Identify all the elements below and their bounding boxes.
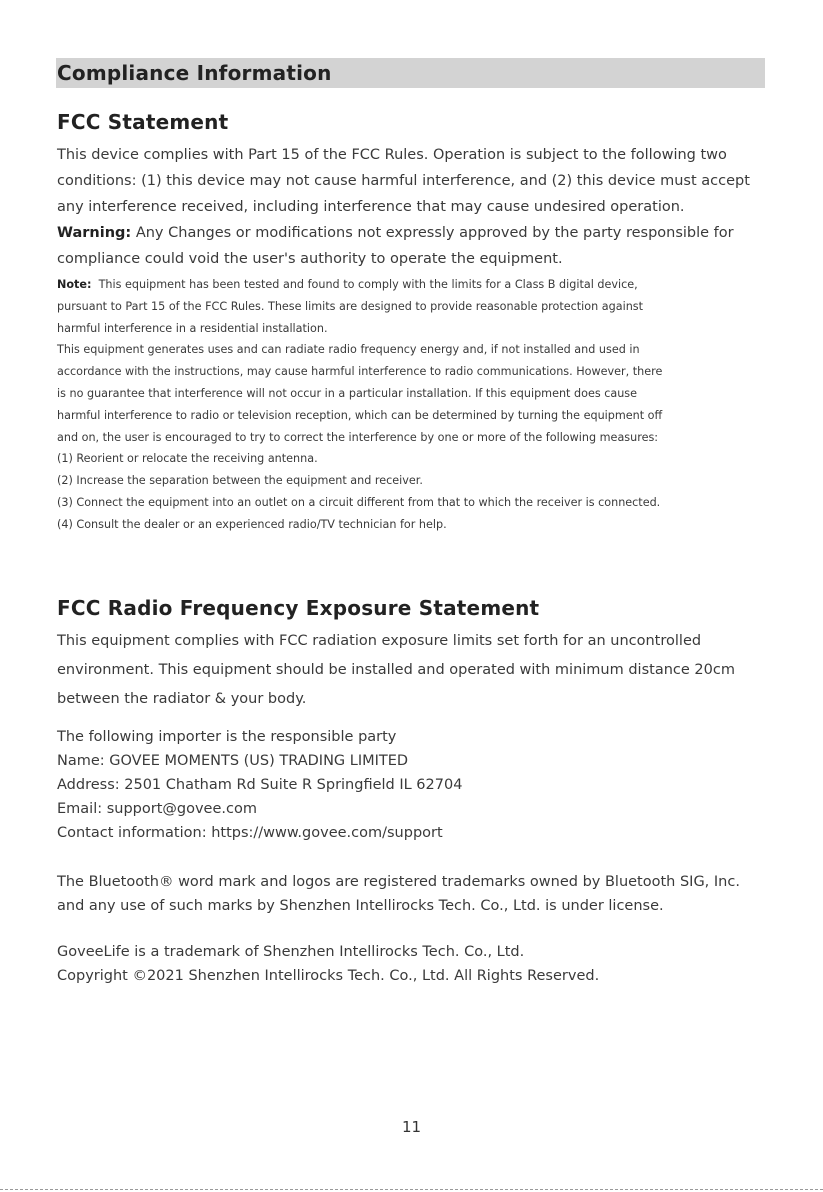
bluetooth-line: and any use of such marks by Shenzhen Intellirocks Tech. Co., Ltd. is under license. (57, 898, 664, 914)
measure-item: (1) Reorient or relocate the receiving antenna. (57, 452, 318, 466)
warning-paragraph (57, 220, 734, 272)
section-banner (56, 58, 765, 88)
importer-intro: The following importer is the responsible party (57, 729, 397, 745)
copyright-line: Copyright ©2021 Shenzhen Intellirocks Tech. Co., Ltd. All Rights Reserved. (57, 968, 600, 984)
importer-email: Email: support@govee.com (57, 801, 257, 817)
fcc-line: any interference received, including interference that may cause undesired operation. (57, 199, 685, 215)
importer-contact: Contact information: https://www.govee.com/support (57, 825, 443, 841)
rf-exposure-heading: FCC Radio Frequency Exposure Statement (57, 596, 540, 620)
importer-address: Address: 2501 Chatham Rd Suite R Springfield IL 62704 (57, 777, 463, 793)
fcc-statement-heading: FCC Statement (57, 110, 229, 134)
warning-line: compliance could void the user's authority to operate the equipment. (57, 251, 563, 267)
note-line: is no guarantee that interference will not occur in a particular installation. If this equipment does cause (57, 386, 638, 400)
warning-text: Any Changes or modifications not expressly approved by the party responsible for (131, 225, 734, 241)
fcc-line: conditions: (1) this device may not cause harmful interference, and (2) this device must accept (57, 173, 750, 189)
fcc-statement-paragraph (57, 142, 750, 220)
note-paragraph (57, 274, 662, 536)
trademark-line: GoveeLife is a trademark of Shenzhen Intellirocks Tech. Co., Ltd. (57, 944, 525, 960)
note-line: This equipment generates uses and can radiate radio frequency energy and, if not installed and used in (57, 343, 640, 357)
note-line: harmful interference in a residential installation. (57, 321, 328, 335)
note-label: Note: (57, 278, 92, 291)
page-number: 11 (401, 1118, 422, 1136)
measure-item: (2) Increase the separation between the equipment and receiver. (57, 474, 423, 488)
trademark-notice (57, 940, 599, 988)
rf-line: This equipment complies with FCC radiation exposure limits set forth for an uncontrolled (57, 633, 702, 649)
warning-line (57, 220, 734, 246)
importer-block (57, 725, 462, 845)
page-title: Compliance Information (57, 61, 332, 85)
warning-label: Warning: (57, 225, 132, 241)
measure-item: (4) Consult the dealer or an experienced radio/TV technician for help. (57, 517, 447, 531)
bluetooth-line: The Bluetooth® word mark and logos are registered trademarks owned by Bluetooth SIG, Inc. (57, 874, 740, 890)
measure-item: (3) Connect the equipment into an outlet on a circuit different from that to which the receiver is connected. (57, 495, 661, 509)
note-line: accordance with the instructions, may cause harmful interference to radio communications. However, there (57, 365, 663, 379)
fcc-line: This device complies with Part 15 of the FCC Rules. Operation is subject to the following two (57, 147, 727, 163)
rf-exposure-paragraph (57, 627, 735, 714)
note-line: pursuant to Part 15 of the FCC Rules. These limits are designed to provide reasonable protection against (57, 299, 644, 313)
page-edge-rule (0, 1189, 823, 1190)
rf-line: between the radiator & your body. (57, 691, 307, 707)
rf-line: environment. This equipment should be installed and operated with minimum distance 20cm (57, 662, 735, 678)
bluetooth-notice (57, 870, 740, 918)
note-line: harmful interference to radio or television reception, which can be determined by turning the equipment off (57, 408, 663, 422)
importer-name: Name: GOVEE MOMENTS (US) TRADING LIMITED (57, 753, 409, 769)
note-line: and on, the user is encouraged to try to correct the interference by one or more of the following measures: (57, 430, 659, 444)
note-line (57, 274, 662, 296)
note-text: This equipment has been tested and found to comply with the limits for a Class B digital device, (91, 278, 638, 291)
